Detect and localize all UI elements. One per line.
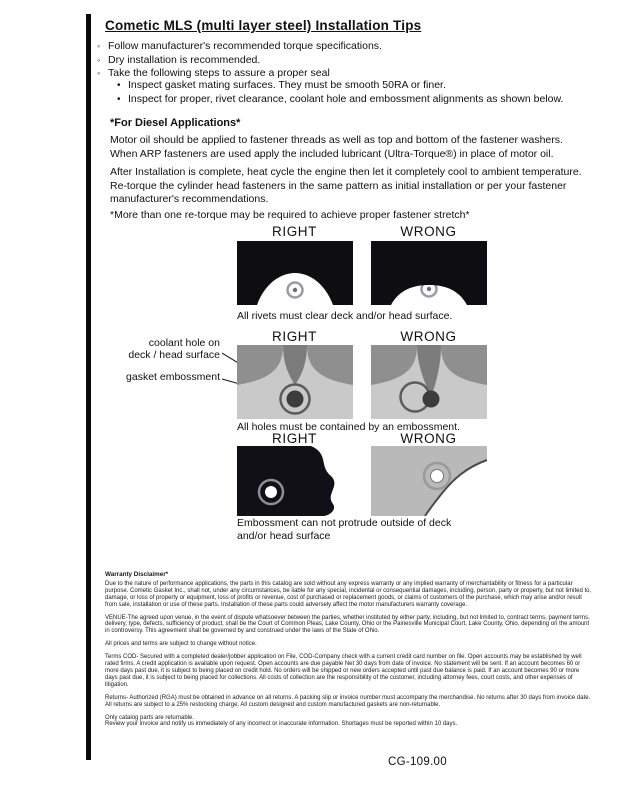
filled-bullet-icon: • [117,80,121,91]
embossment-right-diagram [237,345,353,419]
row1-wrong-label: WRONG [400,224,457,239]
legal-paragraph-prices: All prices and terms are subject to change without notice. [105,641,257,648]
legal-paragraph-venue: VENUE-The agreed upon venue, in the event of dispute whatsoever between the parties, whether instituted by either party, including, but not limited to, contract terms, payment terms, delivery, type, defects, sufficiency of product, shall be the Court of Common Pleas, Lake County, Ohio or the Painesville Municipal Court, Lake County, Ohio, depending on the amount in controversy. This agreement shall be governed by and construed under the laws of the State of Ohio. [105,614,590,635]
sub-bullet-text: Inspect for proper, rivet clearance, coolant hole and embossment alignments as shown below. [128,92,564,105]
filled-bullet-icon: • [117,93,121,105]
rivet-wrong-diagram [371,241,487,305]
row3-wrong-label: WRONG [400,431,457,446]
embossment-wrong-diagram [371,345,487,419]
protrusion-right-diagram [237,446,353,516]
bullet-item [97,41,587,53]
rivet-right-diagram [237,241,353,305]
tips-bullet-list [97,41,587,82]
row3-caption: Embossment can not protrude outside of deck and/or head surface [237,517,452,542]
diesel-applications-heading: *For Diesel Applications* [110,117,241,129]
legal-paragraph-invoice: Review your invoice and notify us immediately of any incorrect or inaccurate information. Shortages must be reported within 10 days. [105,721,458,728]
legal-paragraph-terms: Terms COD- Secured with a completed dealer/jobber application on File, COD-Company check with a current credit card number on file. Open accounts may be established by well rated firms. A credit application is available upon request. Open accounts are due payable Net 30 days from date of invoice. No statement will be sent. If an account becomes 60 or more days past due, it is subject to being placed on credit hold. No orders will be shipped or new orders accepted until past due balance is paid. If an account becomes 90 or more days past due, it is subject to being placed for collections. All costs of collection are the responsibility of the customer, including attorney fees, court costs, and other expenses of litigation. [105,654,582,688]
gasket-embossment-label: gasket embossment [126,371,220,383]
open-bullet-icon: ◦ [97,41,101,51]
legal-disclaimer-block [105,572,592,734]
row2-caption: All holes must be contained by an embossment. [237,421,460,433]
open-bullet-icon: ◦ [97,68,101,78]
row2-wrong-label: WRONG [400,329,457,344]
warranty-disclaimer-heading: Warranty Disclaimer* [105,571,169,578]
protrusion-wrong-diagram [371,446,487,516]
legal-paragraph-returns: Returns- Authorized (RGA) must be obtained in advance on all returns. A packing slip or invoice number must accompany the merchandise. No returns after 30 days from invoice date. All returns are subject to a 25% restocking charge. All custom designed and custom manufactured gaskets are non-returnable. [105,694,591,708]
sub-bullet-text: Inspect gasket mating surfaces. They must be smooth 50RA or finer. [128,79,446,91]
tips-sub-bullet-list [117,80,587,107]
sub-bullet-item [117,94,587,106]
bullet-text: Dry installation is recommended. [108,53,261,66]
row2-right-label: RIGHT [272,329,317,344]
open-bullet-icon: ◦ [97,54,101,65]
retorque-note: *More than one re-torque may be required to achieve proper fastener stretch* [110,209,470,221]
row1-caption: All rivets must clear deck and/or head surface. [237,310,453,322]
row3-right-label: RIGHT [272,431,317,446]
legal-paragraph-warranty: Due to the nature of performance applications, the parts in this catalog are sold without any express warranty or any implied warranty of merchantability or fitness for a particular purpose. Cometic Gasket Inc., shall not, under any circumstances, be liable for any special, incidental or consequential damages, including, person, party or property, but not limited to, damage, or loss of property or equipment, loss of profits or revenue, cost of purchased or replacement goods, or claims of customers of the purchase, which may arise and/or result from sale, installation or use of these parts. Installation of these parts could adversely affect the motor manufacturers warranty coverage. [105,580,592,608]
bullet-text: Take the following steps to assure a proper seal [108,67,330,79]
diesel-paragraph-1: Motor oil should be applied to fastener threads as well as top and bottom of the fastener washers. When ARP fasteners are used apply the included lubricant (Ultra-Torque®) in place of motor oil. [110,134,563,160]
left-border-bar [86,14,91,760]
page-title: Cometic MLS (multi layer steel) Installation Tips [105,18,422,33]
sub-bullet-item [117,80,587,92]
coolant-hole-label: coolant hole on deck / head surface [128,337,220,361]
row1-right-label: RIGHT [272,224,317,239]
legal-paragraph-catalog: Only catalog parts are returnable. [105,714,195,721]
bullet-item [97,68,587,80]
bullet-item [97,55,587,67]
page-number-code: CG-109.00 [388,756,447,768]
diesel-paragraph-2: After Installation is complete, heat cycle the engine then let it completely cool to ambient temperature. Re-torque the cylinder head fasteners in the same pattern as initial installation or per your fastener manufacturer's recommendations. [110,166,582,205]
bullet-text: Follow manufacturer's recommended torque specifications. [108,40,382,52]
